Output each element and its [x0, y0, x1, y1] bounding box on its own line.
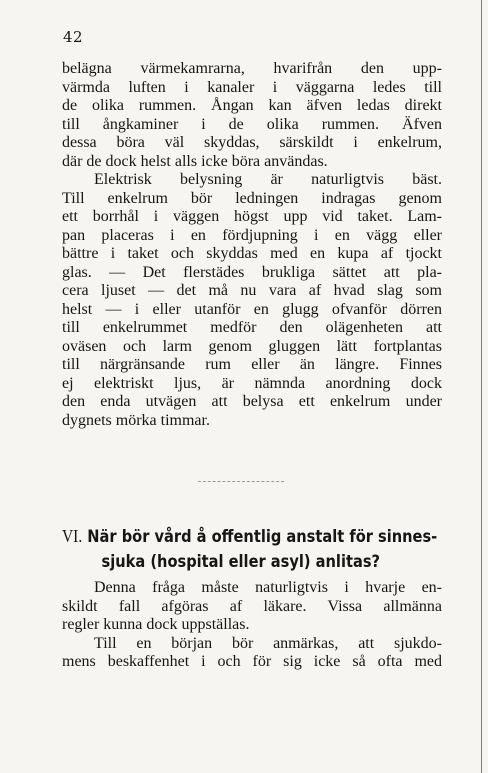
text-line: ett borrhål i väggen högst upp vid taket. Lam-: [62, 208, 442, 225]
text-line: Denna fråga måste naturligtvis i hvarje en-: [94, 579, 442, 596]
section-heading: [62, 523, 446, 575]
text-line: pan placeras i en fördjupning i en vägg eller: [62, 226, 442, 244]
text-line: Till en början bör anmärkas, att sjukdo-: [94, 634, 442, 652]
text-line: Till enkelrum bör ledningen indragas genom: [62, 189, 442, 207]
text-line: till ångkaminer i de olika rummen. Äfven: [62, 115, 442, 133]
section-text: [62, 579, 442, 672]
text-line: regler kunna dock uppställas.: [62, 616, 250, 633]
body-text: [62, 60, 442, 430]
text-line: ej elektriskt ljus, är nämnda anordning dock: [62, 374, 442, 392]
text-line: den enda utvägen att belysa ett enkelrum under: [62, 393, 442, 410]
section-heading-line-1: [62, 523, 438, 549]
text-line: cera ljuset — det må nu vara af hvad slag som: [62, 282, 442, 299]
text-line: dygnets mörka timmar.: [62, 411, 210, 429]
section-heading-text-1: När bör vård å offentlig anstalt för sinnes-: [87, 527, 438, 547]
section-heading-line-2: sjuka (hospital eller asyl) anlitas?: [101, 552, 380, 572]
text-line: där de dock helst alls icke böra användas.: [62, 152, 328, 170]
text-line: Elektrisk belysning är naturligtvis bäst.: [94, 171, 442, 188]
text-line: dessa böra väl skyddas, särskildt i enkelrum,: [62, 134, 442, 151]
text-line: helst — i eller utanför en glugg ofvanför dörren: [62, 300, 442, 318]
section-numeral: VI.: [62, 526, 83, 546]
text-line: till närgränsande rum eller än längre. Finnes: [62, 356, 442, 373]
text-line: värmda luften i kanaler i väggarna ledes till: [62, 78, 442, 96]
text-line: belägna värmekamrarna, hvarifrån den upp-: [62, 60, 442, 77]
text-line: oväsen och larm genom gluggen lätt fortplantas: [62, 337, 442, 355]
text-line: till enkelrummet medför den olägenheten att: [62, 319, 442, 336]
section-divider: [198, 481, 284, 482]
text-line: skildt fall afgöras af läkare. Vissa allmänna: [62, 597, 442, 615]
page-edge: [481, 0, 482, 773]
text-line: glas. — Det flerstädes brukliga sättet att pla-: [62, 263, 442, 281]
text-line: bättre i taket och skyddas med en kupa af tjockt: [62, 245, 442, 262]
text-line: mens beskaffenhet i och för sig icke så ofta med: [62, 653, 442, 670]
page-number: 42: [63, 28, 84, 46]
text-line: de olika rummen. Ångan kan äfven ledas direkt: [62, 97, 442, 114]
